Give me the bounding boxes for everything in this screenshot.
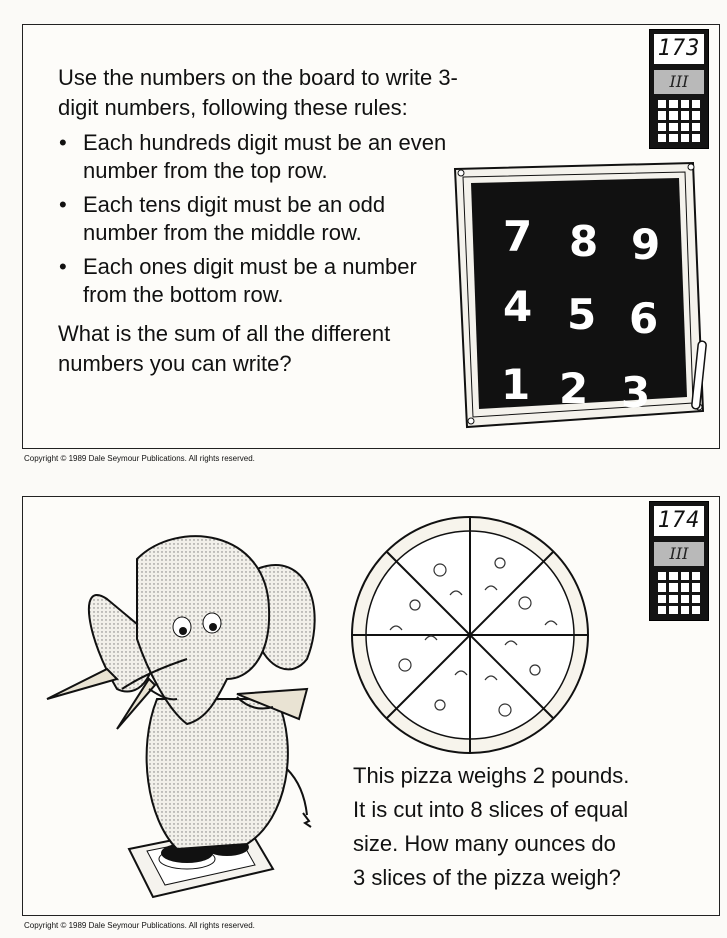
board-digit-5: 5 [567, 290, 597, 339]
pizza-problem-text [353, 759, 693, 895]
board-digit-8: 8 [569, 217, 599, 266]
card-number: 173 [654, 34, 704, 64]
calculator-keypad-icon [658, 100, 700, 142]
rule-ones: • Each ones digit must be a number from the bottom row. [58, 253, 458, 309]
copyright-notice: Copyright © 1989 Dale Seymour Publications. All rights reserved. [24, 454, 255, 463]
calculator-badge [649, 501, 709, 621]
board-digit-6: 6 [629, 294, 659, 343]
rules-list [58, 129, 458, 315]
problem-question: What is the sum of all the different numbers you can write? [58, 321, 391, 376]
elephant-on-scale-illustration [37, 519, 337, 899]
pizza-illustration [345, 515, 595, 755]
calculator-keypad-icon [658, 572, 700, 614]
problem-line-4: 3 slices of the pizza weigh? [353, 865, 621, 890]
rule-tens: • Each tens digit must be an odd number from the middle row. [58, 191, 458, 247]
problem-card-174 [22, 496, 720, 916]
level-indicator: III [654, 70, 704, 94]
problem-line-1: This pizza weighs 2 pounds. [353, 763, 630, 788]
board-digit-7: 7 [503, 212, 533, 261]
board-digit-2: 2 [559, 364, 589, 413]
rule-hundreds: • Each hundreds digit must be an even number from the top row. [58, 129, 458, 185]
problem-card-173 [22, 24, 720, 449]
board-digit-4: 4 [503, 282, 533, 331]
level-indicator: III [654, 542, 704, 566]
problem-line-3: size. How many ounces do [353, 831, 616, 856]
board-digit-3: 3 [621, 368, 651, 417]
calculator-badge [649, 29, 709, 149]
card-number: 174 [654, 506, 704, 536]
board-digit-9: 9 [631, 220, 661, 269]
problem-line-2: It is cut into 8 slices of equal [353, 797, 629, 822]
problem-intro: Use the numbers on the board to write 3-digit numbers, following these rules: [58, 65, 458, 120]
chalkboard-illustration [441, 161, 711, 443]
board-digit-1: 1 [501, 360, 531, 409]
copyright-notice: Copyright © 1989 Dale Seymour Publications. All rights reserved. [24, 921, 255, 930]
